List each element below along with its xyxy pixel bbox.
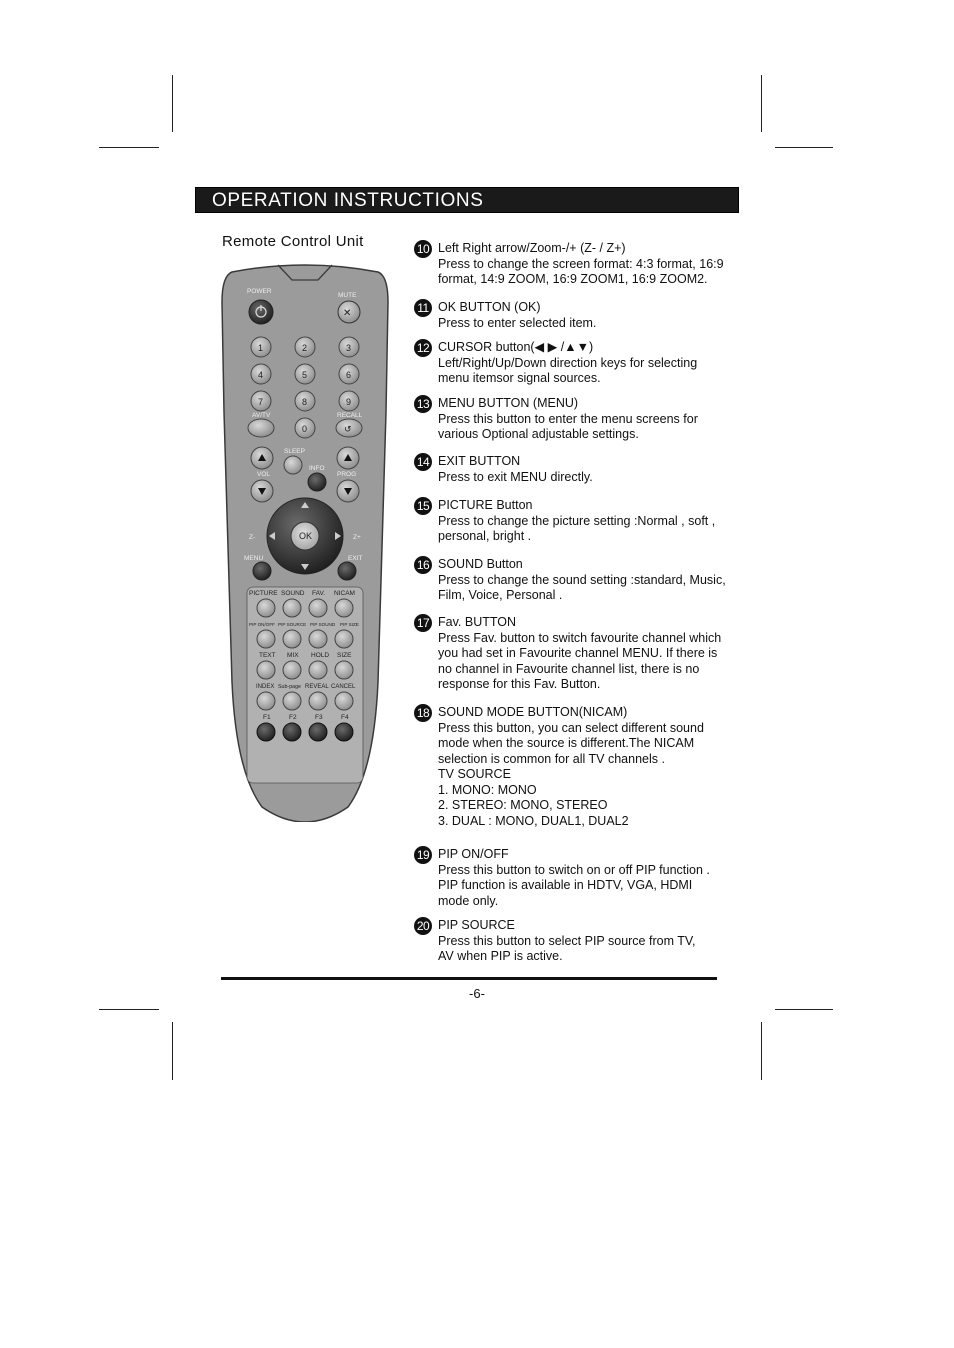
sound-label: SOUND (281, 590, 305, 597)
crop-mark (761, 1022, 762, 1080)
item-number-badge: 15 (414, 497, 432, 515)
item-description-line: Press to exit MENU directly. (438, 469, 593, 484)
svg-text:3: 3 (346, 343, 352, 353)
instruction-item (414, 396, 754, 443)
item-description (438, 514, 754, 545)
avtv-label: AV/TV (252, 412, 271, 419)
item-heading: PIP SOURCE (438, 918, 515, 932)
item-number-badge: 13 (414, 395, 432, 413)
item-description-line: Press Fav. button to switch favourite channel which (438, 630, 722, 645)
item-heading: PIP ON/OFF (438, 847, 509, 861)
info-button[interactable] (308, 473, 326, 491)
item-heading: Left Right arrow/Zoom-/+ (Z- / Z+) (438, 241, 626, 255)
picture-label: PICTURE (249, 590, 278, 597)
item-description (438, 631, 754, 693)
pip-size-button[interactable] (335, 630, 353, 648)
menu-button[interactable] (253, 562, 271, 580)
item-description-line: 1. MONO: MONO (438, 782, 537, 797)
f3-label: F3 (315, 714, 323, 721)
item-description-line: personal, bright . (438, 529, 532, 543)
svg-text:9: 9 (346, 397, 352, 407)
item-number-badge: 19 (414, 846, 432, 864)
subpage-label: Sub-page (278, 684, 301, 690)
sleep-button[interactable] (284, 456, 302, 474)
item-description-line: various Optional adjustable settings. (438, 427, 639, 441)
svg-text:7: 7 (258, 397, 264, 407)
mute-icon: ✕ (343, 308, 352, 319)
fav-label: FAV. (312, 590, 326, 597)
reveal-button[interactable] (309, 692, 327, 710)
instruction-item (414, 300, 754, 331)
f3-button[interactable] (309, 723, 327, 741)
item-number-badge: 12 (414, 339, 432, 357)
item-description-line: Press to change the picture setting :Normal , soft , (438, 513, 716, 528)
item-description-line: menu itemsor signal sources. (438, 371, 601, 385)
pip-sound-button[interactable] (309, 630, 327, 648)
item-number-badge: 10 (414, 240, 432, 258)
item-description-line: Film, Voice, Personal . (438, 588, 563, 602)
mute-label: MUTE (338, 292, 357, 299)
menu-label: MENU (244, 555, 264, 562)
instruction-item (414, 615, 754, 693)
vol-label: VOL (257, 471, 271, 478)
remote-control-illustration (218, 262, 392, 822)
exit-button[interactable] (338, 562, 356, 580)
crop-mark (775, 1009, 833, 1010)
item-description (438, 257, 754, 288)
index-button[interactable] (257, 692, 275, 710)
item-heading: CURSOR button(◀ ▶ /▲▼) (438, 340, 594, 354)
f4-button[interactable] (335, 723, 353, 741)
item-description (438, 470, 754, 486)
power-label: POWER (247, 288, 272, 295)
item-description (438, 316, 754, 332)
crop-mark (99, 147, 159, 148)
picture-button[interactable] (257, 599, 275, 617)
pip-source-button[interactable] (283, 630, 301, 648)
pip-source-label: PIP SOURCE (278, 622, 307, 627)
power-button[interactable] (249, 300, 273, 324)
zoom-minus-label: Z- (249, 534, 256, 541)
item-description-line: PIP function is available in HDTV, VGA, HDMI (438, 878, 693, 892)
mix-button[interactable] (283, 661, 301, 679)
page-number: -6- (469, 986, 485, 1001)
item-description-line: Left/Right/Up/Down direction keys for selecting (438, 355, 698, 370)
recall-icon: ↺ (344, 425, 352, 435)
pip-onoff-button[interactable] (257, 630, 275, 648)
item-description-line: format, 14:9 ZOOM, 16:9 ZOOM1, 16:9 ZOOM2. (438, 272, 708, 286)
digit-keypad (251, 337, 359, 411)
footer-rule (221, 977, 717, 980)
instruction-item (414, 918, 754, 965)
item-heading: OK BUTTON (OK) (438, 300, 541, 314)
item-number-badge: 16 (414, 556, 432, 574)
item-description-line: Press this button to switch on or off PIP function . (438, 862, 710, 877)
item-description-line: 3. DUAL : MONO, DUAL1, DUAL2 (438, 813, 629, 828)
item-description-line: Press to enter selected item. (438, 315, 597, 330)
item-description-line: response for this Fav. Button. (438, 677, 601, 691)
item-description (438, 934, 754, 965)
item-description (438, 721, 754, 830)
fav-button[interactable] (309, 599, 327, 617)
item-description (438, 412, 754, 443)
svg-text:2: 2 (302, 343, 308, 353)
hold-label: HOLD (311, 652, 330, 659)
hold-button[interactable] (309, 661, 327, 679)
item-description-line: mode only. (438, 893, 499, 908)
pip-sound-label: PIP SOUND (310, 622, 336, 627)
index-label: INDEX (256, 684, 275, 690)
svg-text:1: 1 (258, 343, 264, 353)
item-description-line: Press this button, you can select different sound (438, 720, 704, 735)
item-number-badge: 20 (414, 917, 432, 935)
f4-label: F4 (341, 714, 349, 721)
page-title: OPERATION INSTRUCTIONS (212, 190, 484, 211)
item-description (438, 356, 754, 387)
instruction-item (414, 454, 754, 485)
avtv-button[interactable] (248, 419, 274, 437)
item-number-badge: 11 (414, 299, 432, 317)
size-label: SIZE (337, 652, 352, 659)
item-description-line: no channel in Favourite channel list, there is no (438, 661, 700, 676)
crop-mark (172, 75, 173, 132)
recall-label: RECALL (337, 412, 363, 419)
mix-label: MIX (287, 652, 299, 659)
sound-button[interactable] (283, 599, 301, 617)
cancel-button[interactable] (335, 692, 353, 710)
info-label: INFO (309, 465, 325, 472)
item-description-line: Press this button to enter the menu screens for (438, 411, 698, 426)
item-description (438, 573, 754, 604)
pip-onoff-label: PIP ON/OFF (249, 622, 275, 627)
item-description (438, 863, 754, 910)
instruction-item (414, 498, 754, 545)
zoom-plus-label: Z+ (353, 534, 361, 541)
reveal-label: REVEAL (305, 684, 329, 690)
cancel-label: CANCEL (331, 684, 356, 690)
text-button[interactable] (257, 661, 275, 679)
prog-label: PROG (337, 471, 357, 478)
instruction-item (414, 557, 754, 604)
item-description-line: mode when the source is different.The NICAM (438, 736, 695, 750)
item-description-line: Press to change the sound setting :standard, Music, (438, 572, 726, 587)
remote-title: Remote Control Unit (222, 233, 364, 250)
svg-text:4: 4 (258, 370, 264, 380)
crop-mark (761, 75, 762, 132)
nicam-button[interactable] (335, 599, 353, 617)
instruction-item (414, 241, 754, 288)
instruction-item (414, 340, 754, 387)
pip-size-label: PIP SIZE (340, 622, 359, 627)
crop-mark (99, 1009, 159, 1010)
item-description-line: AV when PIP is active. (438, 949, 563, 963)
f1-button[interactable] (257, 723, 275, 741)
item-description-line: you had set in Favourite channel MENU. If there is (438, 646, 718, 660)
item-heading: PICTURE Button (438, 498, 533, 512)
item-heading: EXIT BUTTON (438, 454, 521, 468)
item-number-badge: 14 (414, 453, 432, 471)
nicam-label: NICAM (334, 590, 355, 597)
ok-label: OK (299, 531, 313, 541)
f2-button[interactable] (283, 723, 301, 741)
svg-text:8: 8 (302, 397, 308, 407)
instruction-item (414, 705, 754, 829)
item-description-line: TV SOURCE (438, 767, 511, 781)
item-description-line: selection is common for all TV channels . (438, 751, 665, 766)
item-heading: SOUND MODE BUTTON(NICAM) (438, 705, 628, 719)
sleep-label: SLEEP (284, 448, 305, 455)
item-description-line: Press this button to select PIP source from TV, (438, 933, 696, 948)
section-title-bar (195, 187, 739, 213)
item-heading: MENU BUTTON (MENU) (438, 396, 579, 410)
item-description-line: Press to change the screen format: 4:3 format, 16:9 (438, 256, 724, 271)
f1-label: F1 (263, 714, 271, 721)
crop-mark (775, 147, 833, 148)
crop-mark (172, 1022, 173, 1080)
size-button[interactable] (335, 661, 353, 679)
svg-text:6: 6 (346, 370, 352, 380)
item-number-badge: 17 (414, 614, 432, 632)
exit-label: EXIT (348, 555, 363, 562)
svg-text:0: 0 (302, 424, 308, 434)
item-number-badge: 18 (414, 704, 432, 722)
text-label: TEXT (259, 652, 276, 659)
item-heading: Fav. BUTTON (438, 615, 517, 629)
svg-text:5: 5 (302, 370, 308, 380)
instruction-item (414, 847, 754, 909)
item-description-line: 2. STEREO: MONO, STEREO (438, 798, 608, 812)
item-heading: SOUND Button (438, 557, 523, 571)
f2-label: F2 (289, 714, 297, 721)
subpage-button[interactable] (283, 692, 301, 710)
